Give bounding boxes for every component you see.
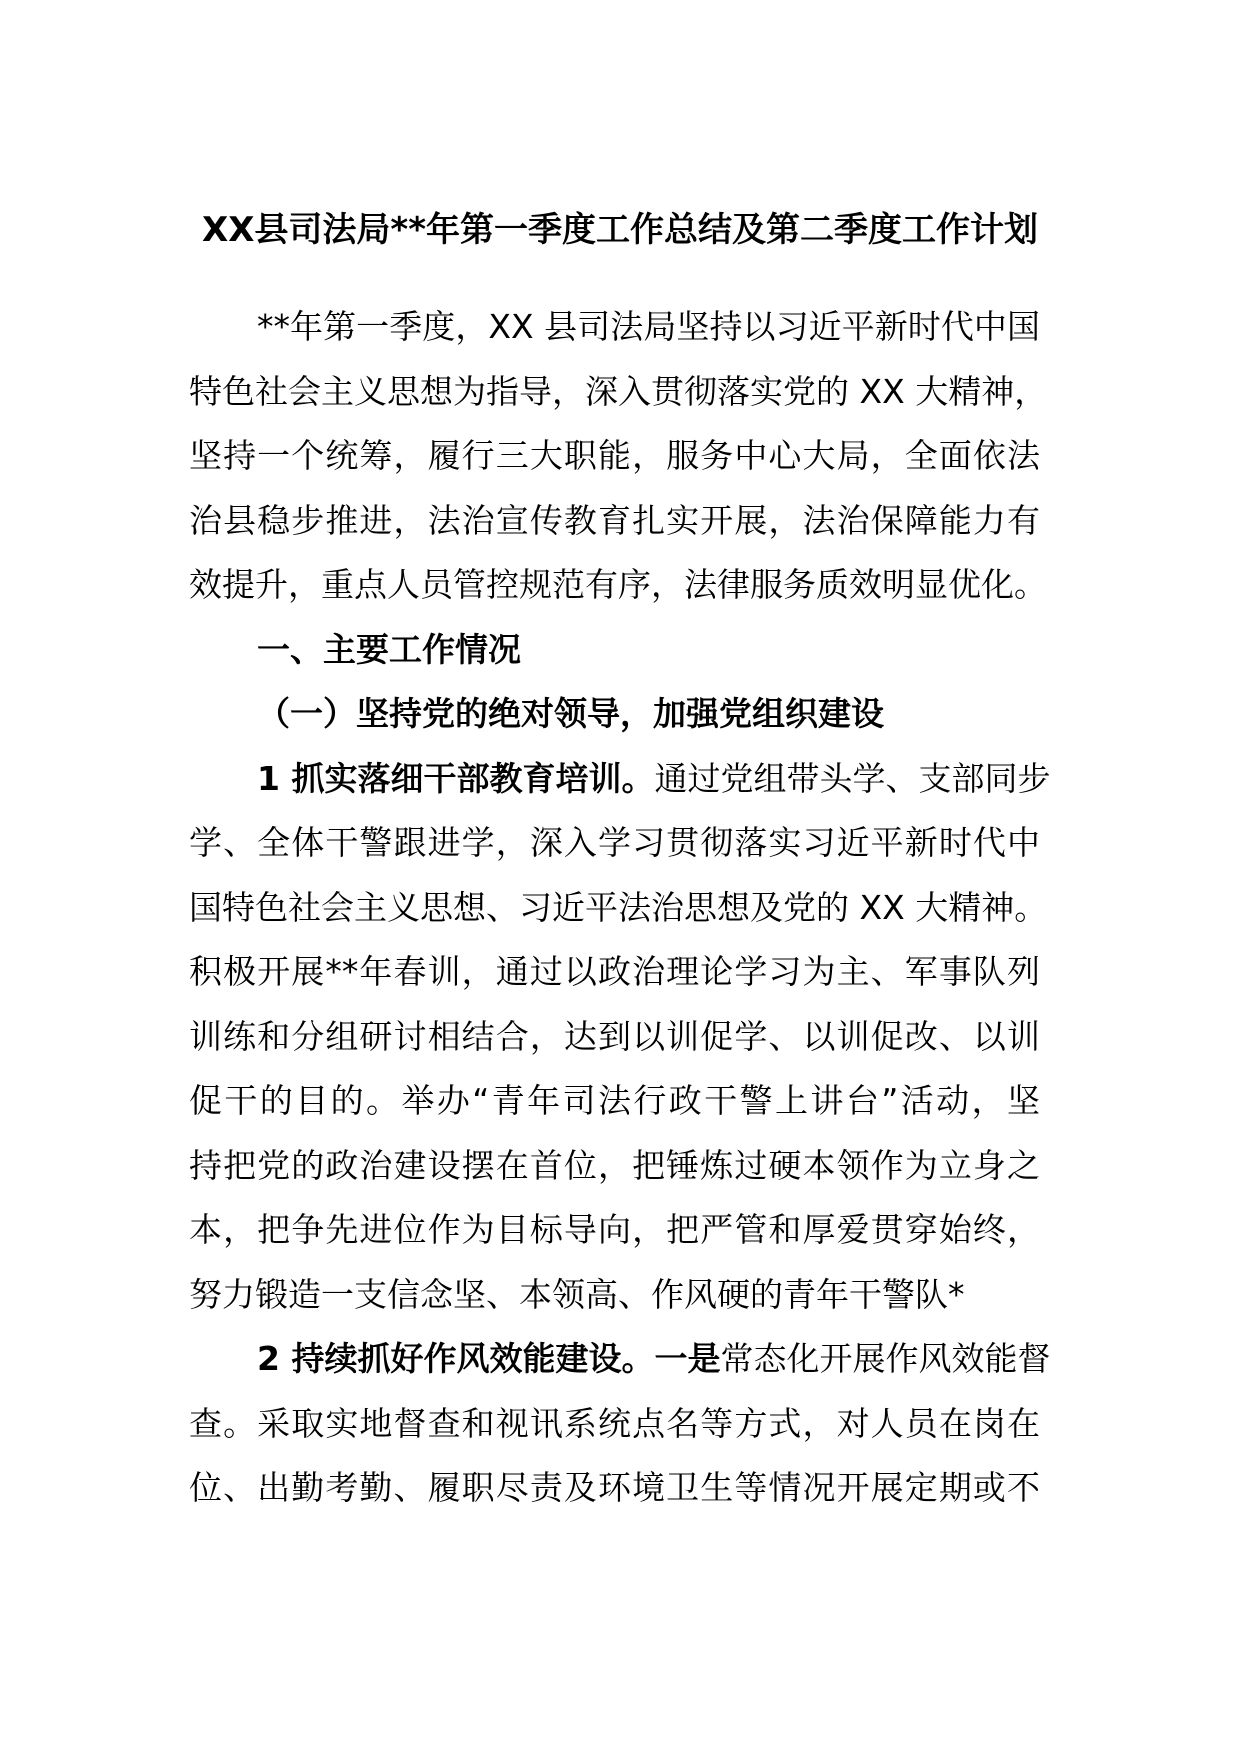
line-text: 本，把争先进位作为目标导向，把严管和厚爱贯穿始终，: [189, 1210, 1040, 1249]
line-text: 通过党组带头学、支部同步: [654, 758, 1051, 798]
line-text: 训练和分组研讨相结合，达到以训促学、以训促改、以训: [189, 1016, 1040, 1056]
line-text: 效提升，重点人员管控规范有序，法律服务质效明显优化。: [189, 565, 1047, 604]
line-text: 学、全体干警跟进学，深入学习贯彻落实习近平新时代中: [189, 823, 1040, 862]
line-text: 位、出勤考勤、履职尽责及环境卫生等情况开展定期或不: [189, 1468, 1040, 1507]
line-text: **年第一季度，XX 县司法局坚持以习近平新时代中国: [257, 307, 1040, 346]
text-line: [257, 754, 1051, 804]
text-line: [189, 883, 1048, 933]
text-line: [189, 1205, 1040, 1255]
text-line: [257, 1334, 1051, 1384]
line-text: （一）坚持党的绝对领导，加强党组织建设: [257, 694, 884, 733]
line-text: 特色社会主义思想为指导，深入贯彻落实党的 XX 大精神，: [189, 371, 1048, 411]
section-heading: [257, 625, 1040, 675]
text-line: [189, 1399, 1040, 1449]
line-text: 常态化开展作风效能督: [720, 1339, 1051, 1378]
text-line: [189, 560, 1047, 610]
text-line: [189, 431, 1040, 481]
text-line: [257, 302, 1040, 352]
line-text: 查。采取实地督查和视讯系统点名等方式，对人员在岗在: [189, 1403, 1040, 1443]
text-line: [189, 1141, 1040, 1191]
text-line: [189, 367, 1048, 417]
item-heading: 1 抓实落细干部教育培训。: [257, 758, 655, 798]
line-text: 坚持一个统筹，履行三大职能，服务中心大局，全面依法: [189, 436, 1040, 475]
text-line: [189, 1463, 1040, 1513]
text-line: [189, 1076, 1040, 1126]
line-text: 国特色社会主义思想、习近平法治思想及党的 XX 大精神。: [189, 887, 1048, 927]
line-text: 治县稳步推进，法治宣传教育扎实开展，法治保障能力有: [189, 500, 1040, 540]
line-text: 努力锻造一支信念坚、本领高、作风硬的青年干警队*: [189, 1274, 965, 1314]
text-line: [189, 1270, 1040, 1320]
item-heading: 2 持续抓好作风效能建设。一是: [257, 1339, 721, 1378]
line-text: 持把党的政治建设摆在首位，把锤炼过硬本领作为立身之: [189, 1145, 1040, 1185]
text-line: [189, 947, 1040, 997]
text-line: [189, 818, 1040, 868]
line-text: 积极开展**年春训，通过以政治理论学习为主、军事队列: [189, 952, 1040, 991]
document-title: XX县司法局**年第一季度工作总结及第二季度工作计划: [202, 210, 1038, 250]
line-text: 促干的目的。举办“青年司法行政干警上讲台”活动，坚: [189, 1081, 1040, 1120]
line-text: 一、主要工作情况: [257, 629, 521, 669]
section-heading: [257, 689, 1040, 739]
text-line: [189, 1012, 1040, 1062]
text-line: [189, 496, 1040, 546]
